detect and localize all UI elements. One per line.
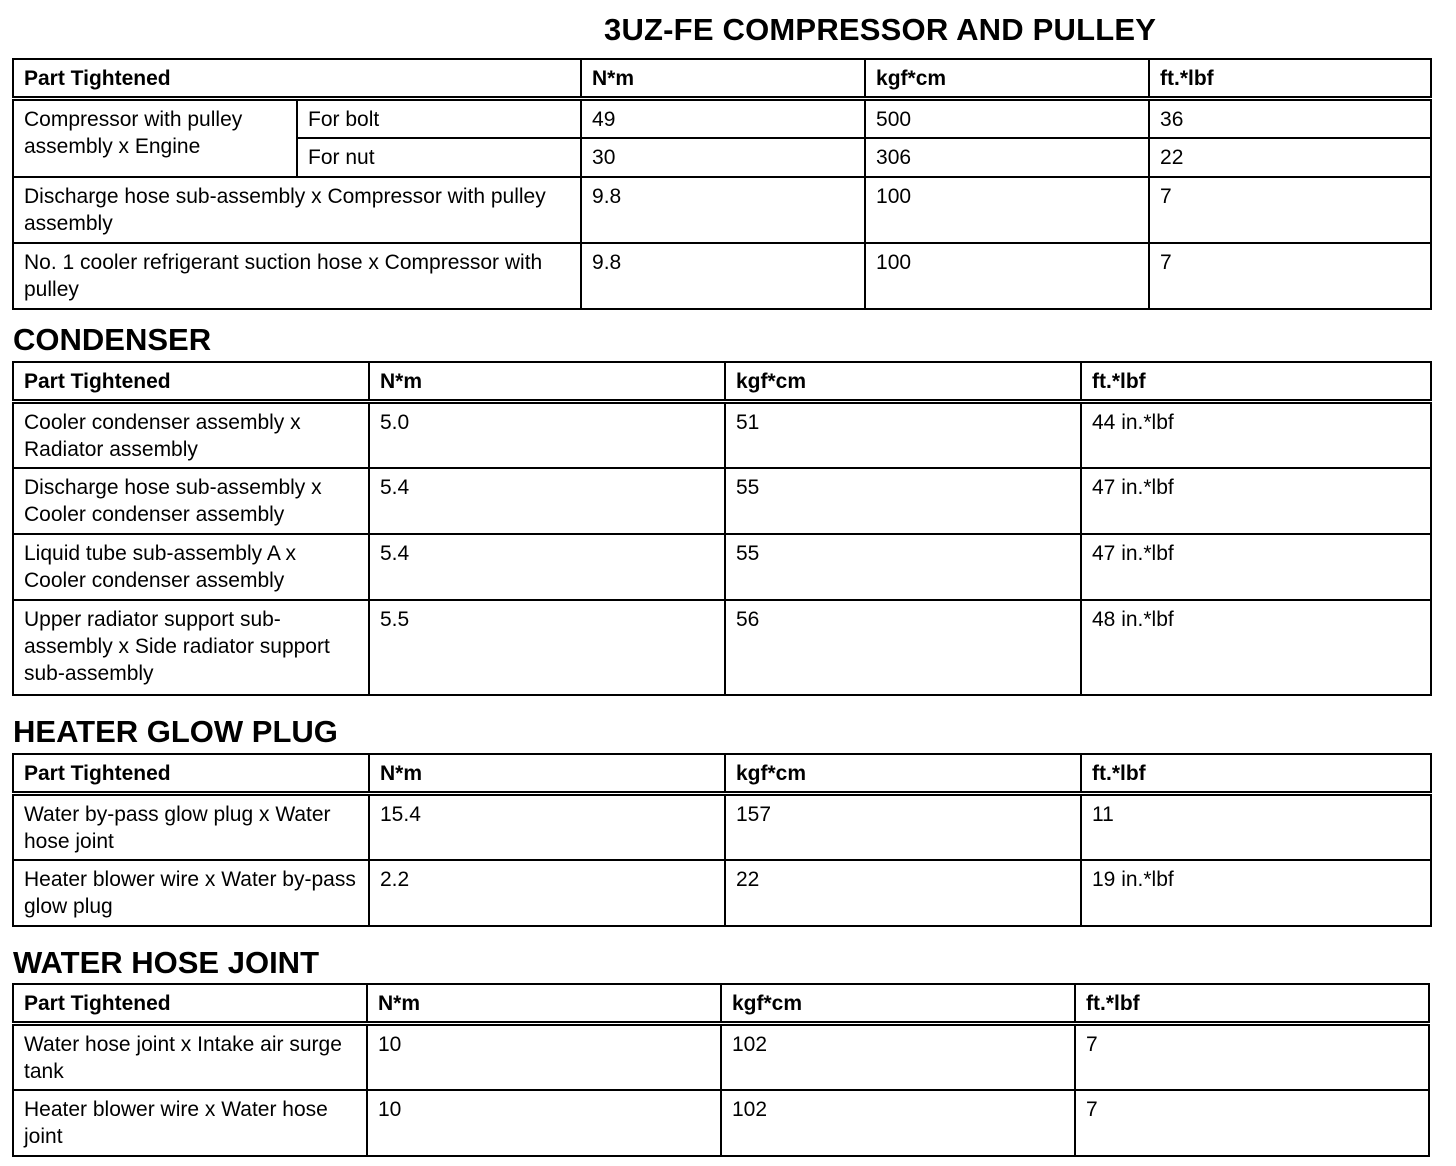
part-cell: Discharge hose sub-assembly x Cooler condenser assembly: [13, 468, 369, 534]
header-kgfcm: kgf*cm: [721, 984, 1075, 1024]
section-heading-condenser: CONDENSER: [13, 322, 212, 357]
kgfcm-cell: 102: [721, 1024, 1075, 1091]
ftlbf-cell: 7: [1149, 243, 1431, 309]
ftlbf-cell: 7: [1075, 1024, 1429, 1091]
kgfcm-cell: 500: [865, 99, 1149, 139]
header-ftlbf: ft.*lbf: [1081, 754, 1431, 794]
header-ftlbf: ft.*lbf: [1081, 362, 1431, 402]
header-part-tightened: Part Tightened: [13, 59, 581, 99]
ftlbf-cell: 36: [1149, 99, 1431, 139]
part-cell: Water by-pass glow plug x Water hose joint: [13, 794, 369, 861]
part-cell: No. 1 cooler refrigerant suction hose x Compressor with pulley: [13, 243, 581, 309]
nm-cell: 10: [367, 1090, 721, 1156]
nm-cell: 2.2: [369, 860, 725, 926]
section-heading-heater-glow-plug: HEATER GLOW PLUG: [13, 714, 338, 749]
nm-cell: 15.4: [369, 794, 725, 861]
part-cell: Heater blower wire x Water by-pass glow plug: [13, 860, 369, 926]
kgfcm-cell: 306: [865, 138, 1149, 177]
header-kgfcm: kgf*cm: [725, 754, 1081, 794]
ftlbf-cell: 19 in.*lbf: [1081, 860, 1431, 926]
ftlbf-cell: 7: [1075, 1090, 1429, 1156]
condenser-torque-table: [12, 361, 1432, 696]
header-kgfcm: kgf*cm: [725, 362, 1081, 402]
nm-cell: 9.8: [581, 177, 865, 243]
part-cell: Discharge hose sub-assembly x Compressor with pulley assembly: [13, 177, 581, 243]
header-nm: N*m: [369, 754, 725, 794]
nm-cell: 5.0: [369, 402, 725, 469]
header-kgfcm: kgf*cm: [865, 59, 1149, 99]
nm-cell: 5.4: [369, 534, 725, 600]
table-row: [13, 402, 1431, 469]
header-ftlbf: ft.*lbf: [1149, 59, 1431, 99]
header-part-tightened: Part Tightened: [13, 754, 369, 794]
table-row: [13, 1024, 1429, 1091]
kgfcm-cell: 51: [725, 402, 1081, 469]
part-cell: Compressor with pulley assembly x Engine: [13, 99, 297, 178]
ftlbf-cell: 7: [1149, 177, 1431, 243]
heater-glow-plug-torque-table: [12, 753, 1432, 927]
part-cell: Upper radiator support sub-assembly x Side radiator support sub-assembly: [13, 600, 369, 695]
table-row: [13, 99, 1431, 139]
part-cell: Cooler condenser assembly x Radiator assembly: [13, 402, 369, 469]
sub-part-cell: For bolt: [297, 99, 581, 139]
nm-cell: 30: [581, 138, 865, 177]
water-hose-joint-torque-table: [12, 983, 1430, 1157]
kgfcm-cell: 55: [725, 468, 1081, 534]
header-part-tightened: Part Tightened: [13, 984, 367, 1024]
page-title: 3UZ-FE COMPRESSOR AND PULLEY: [604, 12, 1157, 47]
part-cell: Water hose joint x Intake air surge tank: [13, 1024, 367, 1091]
kgfcm-cell: 56: [725, 600, 1081, 695]
table-row: [13, 177, 1431, 243]
ftlbf-cell: 22: [1149, 138, 1431, 177]
header-ftlbf: ft.*lbf: [1075, 984, 1429, 1024]
kgfcm-cell: 100: [865, 177, 1149, 243]
kgfcm-cell: 157: [725, 794, 1081, 861]
nm-cell: 5.4: [369, 468, 725, 534]
ftlbf-cell: 47 in.*lbf: [1081, 534, 1431, 600]
table-row: [13, 468, 1431, 534]
table-row: [13, 600, 1431, 695]
header-nm: N*m: [369, 362, 725, 402]
kgfcm-cell: 100: [865, 243, 1149, 309]
header-nm: N*m: [581, 59, 865, 99]
header-part-tightened: Part Tightened: [13, 362, 369, 402]
section-heading-water-hose-joint: WATER HOSE JOINT: [13, 945, 320, 980]
nm-cell: 5.5: [369, 600, 725, 695]
table-row: [13, 860, 1431, 926]
compressor-torque-table: [12, 58, 1432, 310]
kgfcm-cell: 55: [725, 534, 1081, 600]
table-row: [13, 1090, 1429, 1156]
sub-part-cell: For nut: [297, 138, 581, 177]
kgfcm-cell: 102: [721, 1090, 1075, 1156]
table-row: [13, 243, 1431, 309]
ftlbf-cell: 44 in.*lbf: [1081, 402, 1431, 469]
ftlbf-cell: 48 in.*lbf: [1081, 600, 1431, 695]
nm-cell: 49: [581, 99, 865, 139]
part-cell: Liquid tube sub-assembly A x Cooler condenser assembly: [13, 534, 369, 600]
ftlbf-cell: 11: [1081, 794, 1431, 861]
header-nm: N*m: [367, 984, 721, 1024]
ftlbf-cell: 47 in.*lbf: [1081, 468, 1431, 534]
kgfcm-cell: 22: [725, 860, 1081, 926]
part-cell: Heater blower wire x Water hose joint: [13, 1090, 367, 1156]
table-row: [13, 534, 1431, 600]
nm-cell: 9.8: [581, 243, 865, 309]
table-row: [13, 794, 1431, 861]
nm-cell: 10: [367, 1024, 721, 1091]
